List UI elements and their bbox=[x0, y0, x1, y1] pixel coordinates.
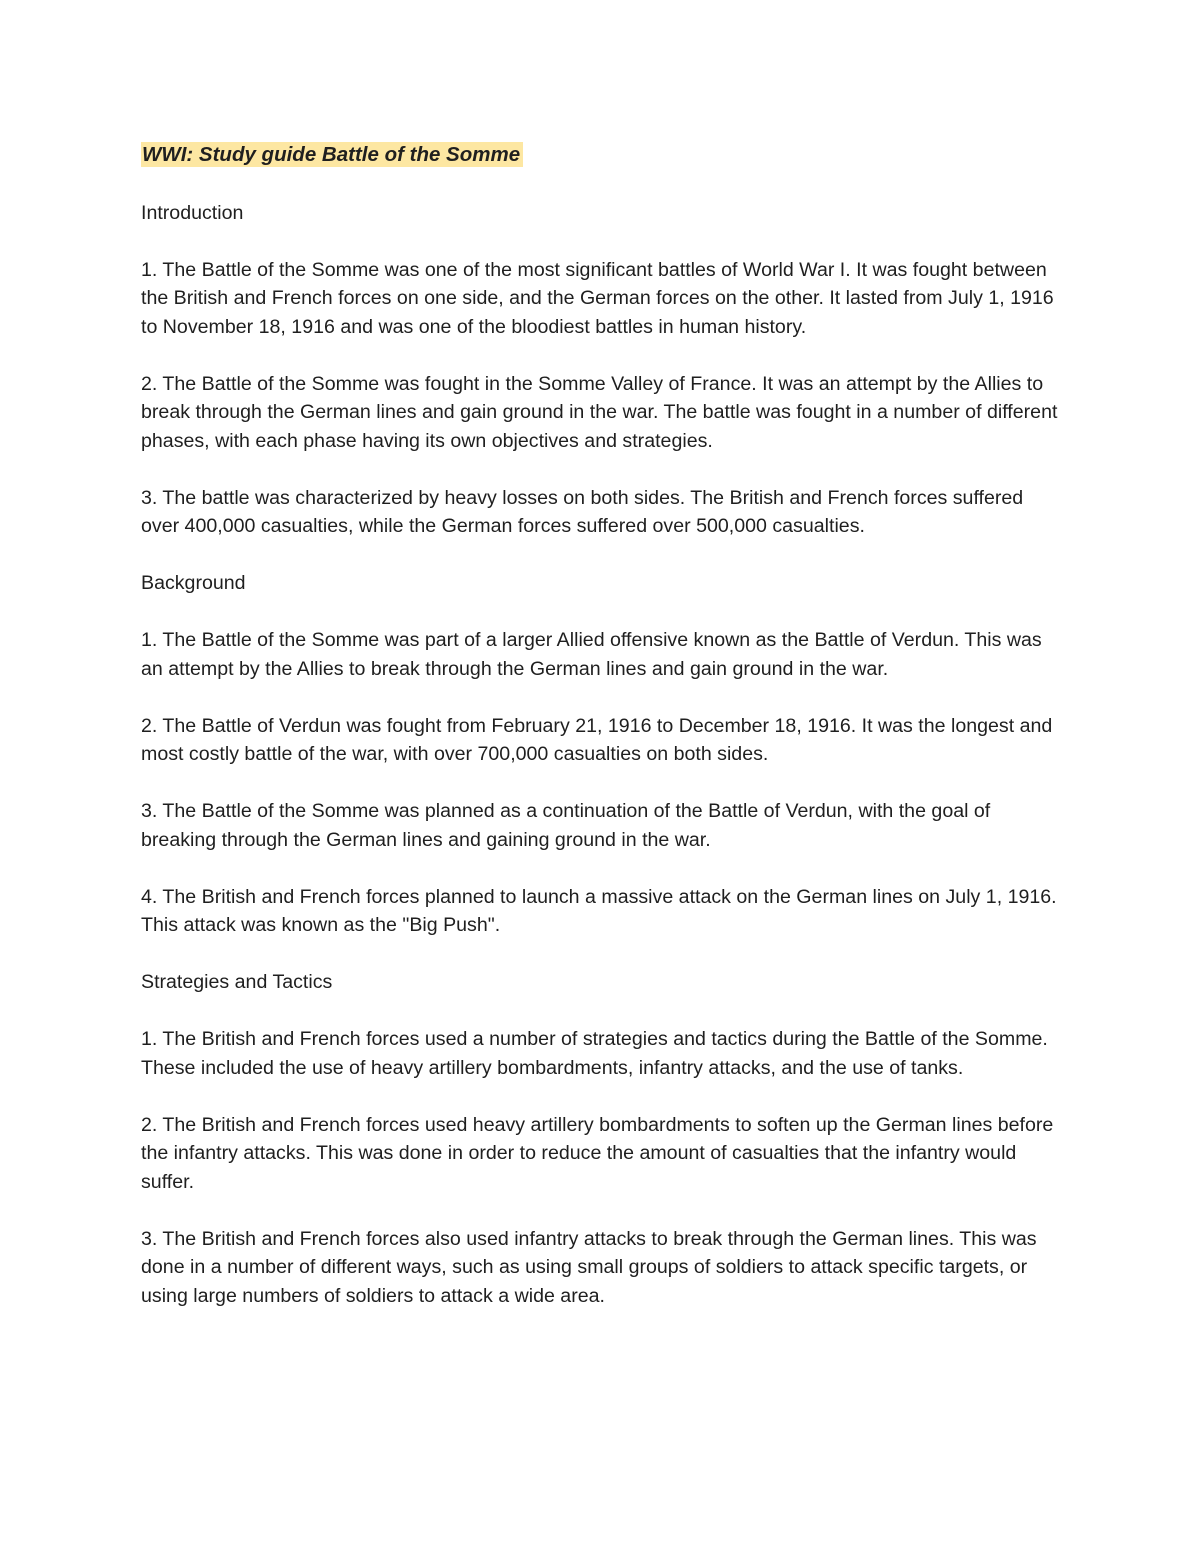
paragraph: 1. The Battle of the Somme was one of the most significant battles of World War I. It was fought between the British and French forces on one side, and the German forces on the other. It lasted from July 1, 1916 to November 18, 1916 and was one of the bloodiest battles in human history. bbox=[141, 258, 1054, 338]
paragraph: 1. The British and French forces used a number of strategies and tactics during the Battle of the Somme. These included the use of heavy artillery bombardments, infantry attacks, and the use of tanks. bbox=[141, 1028, 1048, 1079]
paragraph: 3. The British and French forces also used infantry attacks to break through the German lines. This was done in a number of different ways, such as using small groups of soldiers to attack specific targets, or using large numbers of soldiers to attack a wide area. bbox=[141, 1227, 1037, 1307]
paragraph: 3. The battle was characterized by heavy losses on both sides. The British and French forces suffered over 400,000 casualties, while the German forces suffered over 500,000 casualties. bbox=[141, 486, 1024, 537]
paragraph: 2. The Battle of the Somme was fought in the Somme Valley of France. It was an attempt by the Allies to break through the German lines and gain ground in the war. The battle was fought in a number of different phases, with each phase having its own objectives and strategies. bbox=[141, 372, 1058, 452]
document-title bbox=[141, 140, 1066, 170]
section-introduction bbox=[141, 199, 1066, 541]
highlighted-title-text: WWI: Study guide Battle of the Somme bbox=[141, 142, 523, 167]
document-body bbox=[141, 140, 1066, 1339]
paragraph: 4. The British and French forces planned to launch a massive attack on the German lines on July 1, 1916. This attack was known as the "Big Push". bbox=[141, 885, 1057, 936]
section-heading-background: Background bbox=[141, 572, 246, 594]
section-heading-introduction: Introduction bbox=[141, 201, 244, 224]
section-background bbox=[141, 569, 1066, 940]
paragraph: 2. The Battle of Verdun was fought from February 21, 1916 to December 18, 1916. It was the longest and most costly battle of the war, with over 700,000 casualties on both sides. bbox=[141, 714, 1053, 765]
section-strategies-and-tactics bbox=[141, 968, 1066, 1310]
paragraph: 2. The British and French forces used heavy artillery bombardments to soften up the German lines before the infantry attacks. This was done in order to reduce the amount of casualties that the infantry would suffer. bbox=[141, 1113, 1054, 1193]
paragraph: 1. The Battle of the Somme was part of a larger Allied offensive known as the Battle of Verdun. This was an attempt by the Allies to break through the German lines and gain ground in the war. bbox=[141, 629, 1042, 680]
section-heading-strategies-and-tactics: Strategies and Tactics bbox=[141, 971, 333, 993]
paragraph: 3. The Battle of the Somme was planned as a continuation of the Battle of Verdun, with the goal of breaking through the German lines and gaining ground in the war. bbox=[141, 800, 991, 851]
